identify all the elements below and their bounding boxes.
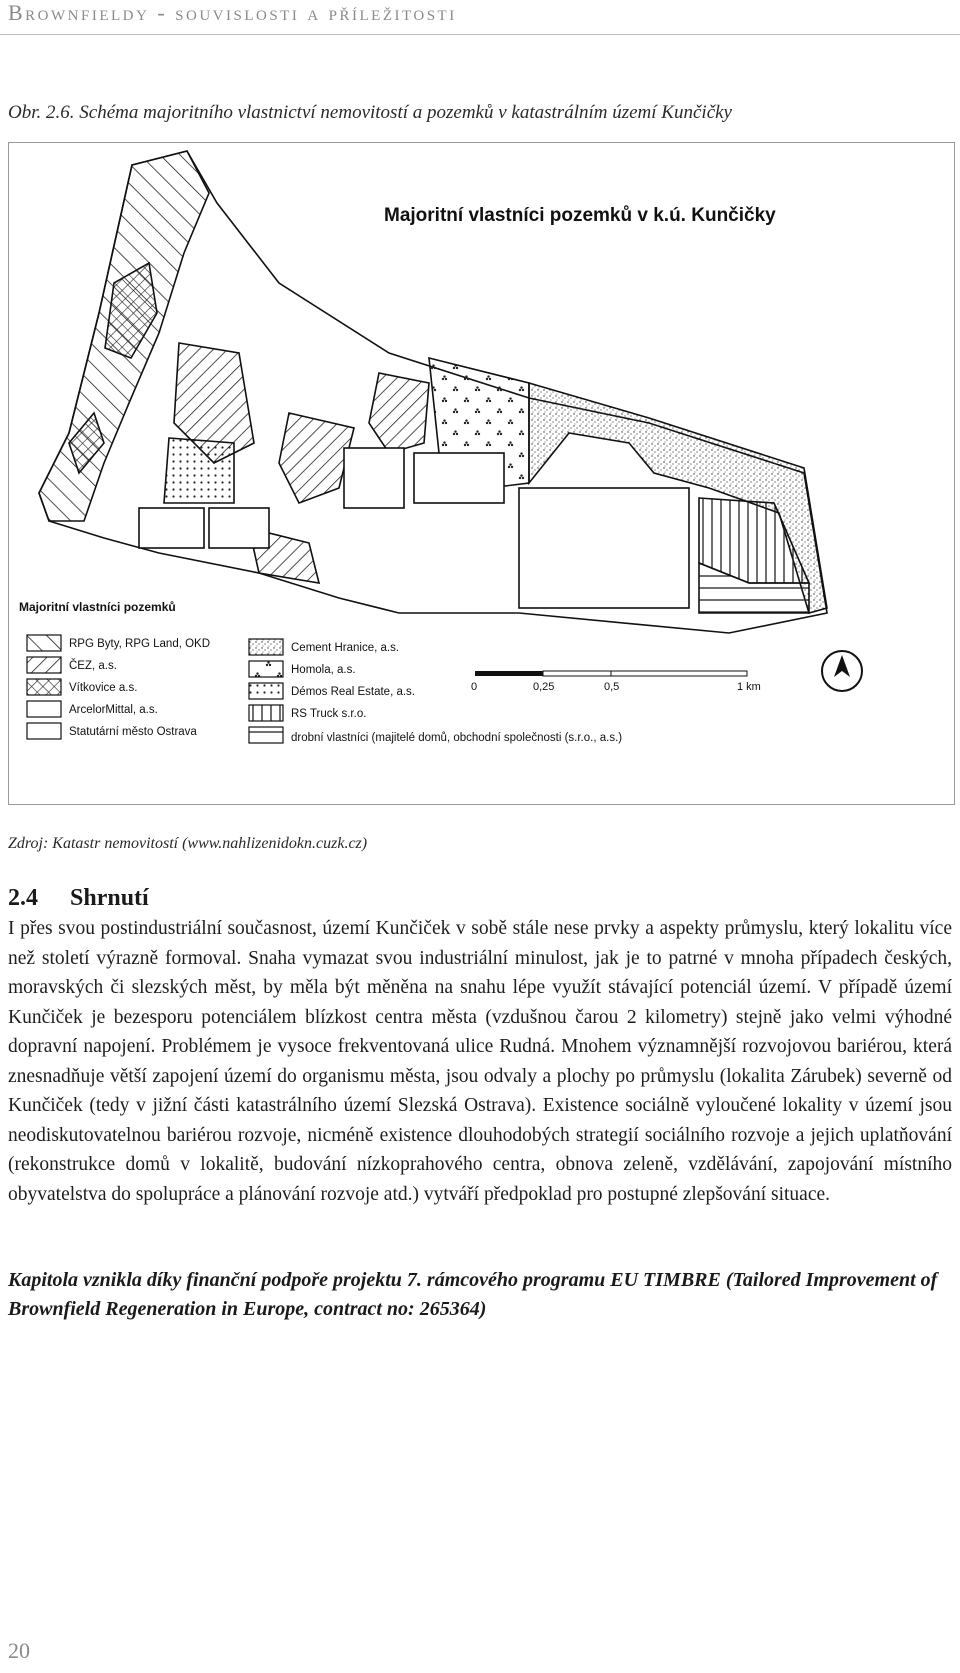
scale-label-025: 0,25 (533, 681, 555, 693)
scale-bar (471, 671, 761, 693)
legend-label-cez: ČEZ, a.s. (69, 660, 117, 672)
scale-label-05: 0,5 (604, 681, 620, 693)
acknowledgement: Kapitola vznikla díky finanční podpoře projektu 7. rámcového programu EU TIMBRE (Tailored Improvement of Brownfield Regeneration in Europe, contract no: 265364) (8, 1269, 938, 1320)
legend-label-demos: Démos Real Estate, a.s. (291, 686, 415, 698)
legend-left (27, 635, 61, 739)
section-title: Shrnutí (70, 885, 149, 911)
legend-title: Majoritní vlastníci pozemků (19, 600, 176, 614)
legend-label-small-owners: drobní vlastníci (majitelé domů, obchodní společnosti (s.r.o., a.s.) (291, 732, 623, 744)
figure-caption: Obr. 2.6. Schéma majoritního vlastnictví nemovitostí a pozemků v katastrálním území Kunčičky (8, 102, 732, 123)
header-divider (0, 34, 960, 35)
section-heading (8, 885, 149, 912)
figure-source: Zdroj: Katastr nemovitostí (www.nahlizenidokn.cuzk.cz) (8, 835, 368, 852)
legend-label-rpg: RPG Byty, RPG Land, OKD (69, 638, 211, 650)
legend-label-vitkovice: Vítkovice a.s. (69, 682, 138, 694)
legend-swatch-vitkovice (27, 679, 61, 695)
legend-label-cement: Cement Hranice, a.s. (291, 642, 400, 654)
legend-swatch-ostrava (27, 723, 61, 739)
ownership-map-svg (9, 143, 954, 804)
page-number: 20 (8, 1638, 30, 1663)
legend-swatch-rstruck (249, 705, 283, 721)
legend-swatch-demos (249, 683, 283, 699)
north-arrow-icon (822, 651, 862, 691)
legend-right (249, 639, 283, 743)
scale-label-1km: 1 km (737, 681, 761, 693)
legend-swatch-homola (249, 661, 283, 677)
legend-swatch-arcelor (27, 701, 61, 717)
section-number: 2.4 (8, 885, 38, 911)
legend-swatch-cement (249, 639, 283, 655)
legend-swatch-cez (27, 657, 61, 673)
scale-label-0: 0 (471, 681, 478, 693)
ownership-map (8, 142, 955, 805)
summary-paragraph: I přes svou postindustriální současnost, území Kunčiček v sobě stále nese prvky a aspekty průmyslu, který lokalitu více než století výrazně formoval. Snaha vymazat svou industriální minulost, jak je to patrné v mnoha případech českých, moravských či slezských měst, by měla být měněna na snahu lépe využít stávající potenciál území. V případě území Kunčiček je bezesporu potenciálem blízkost centra města (vzdušnou čarou 2 kilometry) stejně jako velmi výhodné dopravní napojení. Problémem je vysoce frekventovaná ulice Rudná. Mnohem významnější rozvojovou bariérou, která znesnadňuje větší zapojení území do organismu města, jsou odvaly a plochy po průmyslu (lokalita Zárubek) severně od Kunčiček (tedy v jižní části katastrálního území Slezská Ostrava). Existence sociálně vyloučené lokality v území jsou neodiskutovatelnou bariérou rozvoje, nicméně existence dlouhodobých strategií sociálního rozvoje a jejich uplatňování (rekonstrukce domů v lokalitě, budování nízkoprahového centra, obnova zeleně, vzdělávání, zapojování místního obyvatelstva do spolupráce a plánování rozvoje atd.) vytváří předpoklad pro postupné zlepšování situace. (8, 918, 952, 1205)
running-title: Brownfieldy - souvislosti a příležitosti (8, 0, 457, 25)
legend-swatch-small-owners (249, 727, 283, 743)
legend-label-rstruck: RS Truck s.r.o. (291, 708, 367, 720)
legend-label-ostrava: Statutární město Ostrava (69, 726, 197, 738)
legend-swatch-rpg (27, 635, 61, 651)
legend-label-arcelor: ArcelorMittal, a.s. (69, 704, 158, 716)
map-title: Majoritní vlastníci pozemků v k.ú. Kunčičky (384, 205, 776, 226)
legend-label-homola: Homola, a.s. (291, 664, 356, 676)
